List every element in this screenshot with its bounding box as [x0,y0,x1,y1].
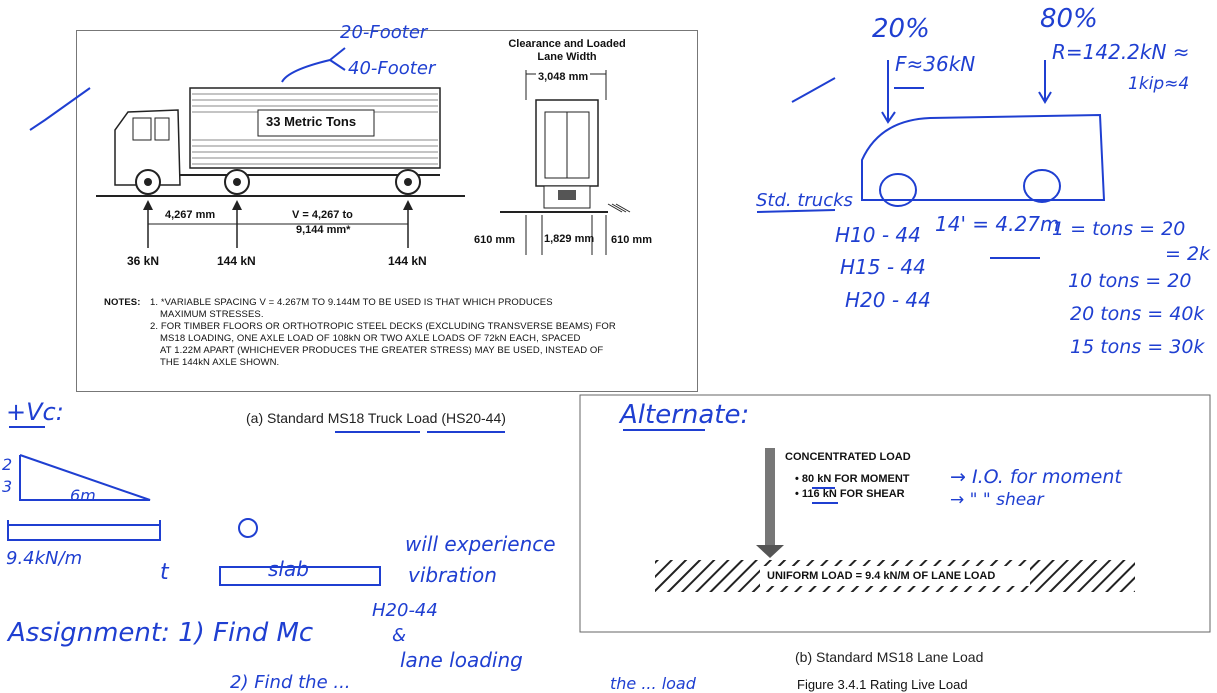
note-1a: 1. *VARIABLE SPACING V = 4.267M TO 9.144M TO BE USED IS THAT WHICH PRODUCES [150,297,553,308]
lane-width-dim: 3,048 mm [538,71,589,83]
ink-wload: 9.4kN/m [6,548,83,569]
ink-h20: H20 - 44 [845,288,931,312]
ink-bottom-partial-2: the ... load [610,674,696,693]
ink-slab: slab [268,557,309,581]
ink-20-percent: 20% [872,14,930,44]
ink-bottom-partial: 2) Find the ... [230,672,351,693]
note-2a: 2. FOR TIMBER FLOORS OR ORTHOTROPIC STEEL DECKS (EXCLUDING TRANSVERSE BEAMS) FOR [150,321,616,332]
ink-80-percent: 80% [1040,4,1098,34]
ink-assignment: Assignment: 1) Find Mc [8,618,314,648]
shear-bullet-text: 116 kN FOR SHEAR [801,488,905,500]
ink-h15: H15 - 44 [840,255,926,279]
lane-caption: (b) Standard MS18 Lane Load [795,649,984,665]
figure-caption: Figure 3.4.1 Rating Live Load [797,677,968,692]
axle-load-middle: 144 kN [217,254,256,268]
ink-hs-option: H20-44 [372,600,438,621]
variable-spacing-2: 9,144 mm* [296,224,351,236]
truck-caption: (a) Standard MS18 Truck Load (HS20-44) [246,410,506,426]
ink-io-shear: → " " shear [950,490,1044,510]
ink-vibration: vibration [408,563,497,587]
ink-tons-2: 10 tons = 20 [1068,270,1192,292]
shear-bullet: • 116 kN FOR SHEAR [795,488,905,500]
ink-6m: 6m [70,486,96,505]
axle-load-front: 36 kN [127,254,160,268]
ink-spacing-note: 14' = 4.27m [935,212,1060,236]
ink-h10: H10 - 44 [835,223,921,247]
ink-lane-loading: lane loading [400,648,523,672]
dim-right: 610 mm [611,234,652,246]
ink-40-footer: 40-Footer [348,58,436,79]
uniform-load-label: UNIFORM LOAD = 9.4 kN/M OF LANE LOAD [767,570,996,582]
ink-tons-3: 20 tons = 40k [1070,303,1205,325]
clearance-title-1: Clearance and Loaded [508,38,626,50]
moment-bullet: • 80 kN FOR MOMENT [795,473,910,485]
ink-kip: 1kip≈4 [1128,74,1190,94]
note-2b: MS18 LOADING, ONE AXLE LOAD OF 108kN OR TWO AXLE LOADS OF 72kN EACH, SPACED [160,333,581,344]
ink-io-moment: → I.O. for moment [950,466,1122,488]
ink-tons-4: 15 tons = 30k [1070,336,1205,358]
ink-tons-1: 1 = tons = 20 [1052,218,1186,240]
ink-amp: & [392,625,407,646]
ink-alternate: Alternate: [620,400,750,430]
concentrated-load-title: CONCENTRATED LOAD [785,451,911,463]
dim-middle: 1,829 mm [544,233,595,245]
axle-spacing-1: 4,267 mm [165,209,216,221]
ink-vc-label: +Vc: [6,398,64,426]
ink-f-value: F≈36kN [895,52,976,76]
note-2c: AT 1.22M APART (WHICHEVER PRODUCES THE GREATER STRESS) MAY BE USED, INSTEAD OF [160,345,604,356]
variable-spacing-1: V = 4,267 to [292,209,353,221]
ink-frac-2: 2 [2,455,13,474]
ink-frac-3: 3 [2,477,13,496]
clearance-title-2: Lane Width [537,51,597,63]
ink-r-value: R=142.2kN ≈ [1052,40,1190,64]
moment-bullet-text: 80 kN FOR MOMENT [801,473,910,485]
ink-20-footer: 20-Footer [340,22,428,43]
ink-t-mark: t [160,560,169,585]
ink-std-trucks: Std. trucks [756,190,853,211]
axle-load-rear: 144 kN [388,254,427,268]
ink-will-experience: will experience [405,532,556,556]
tonnage-label: 33 Metric Tons [266,114,357,129]
note-1b: MAXIMUM STRESSES. [160,309,264,320]
dim-left: 610 mm [474,234,515,246]
notes-label: NOTES: [104,297,141,308]
note-2d: THE 144kN AXLE SHOWN. [160,357,280,368]
ink-tons-1b: = 2k [1165,243,1211,265]
